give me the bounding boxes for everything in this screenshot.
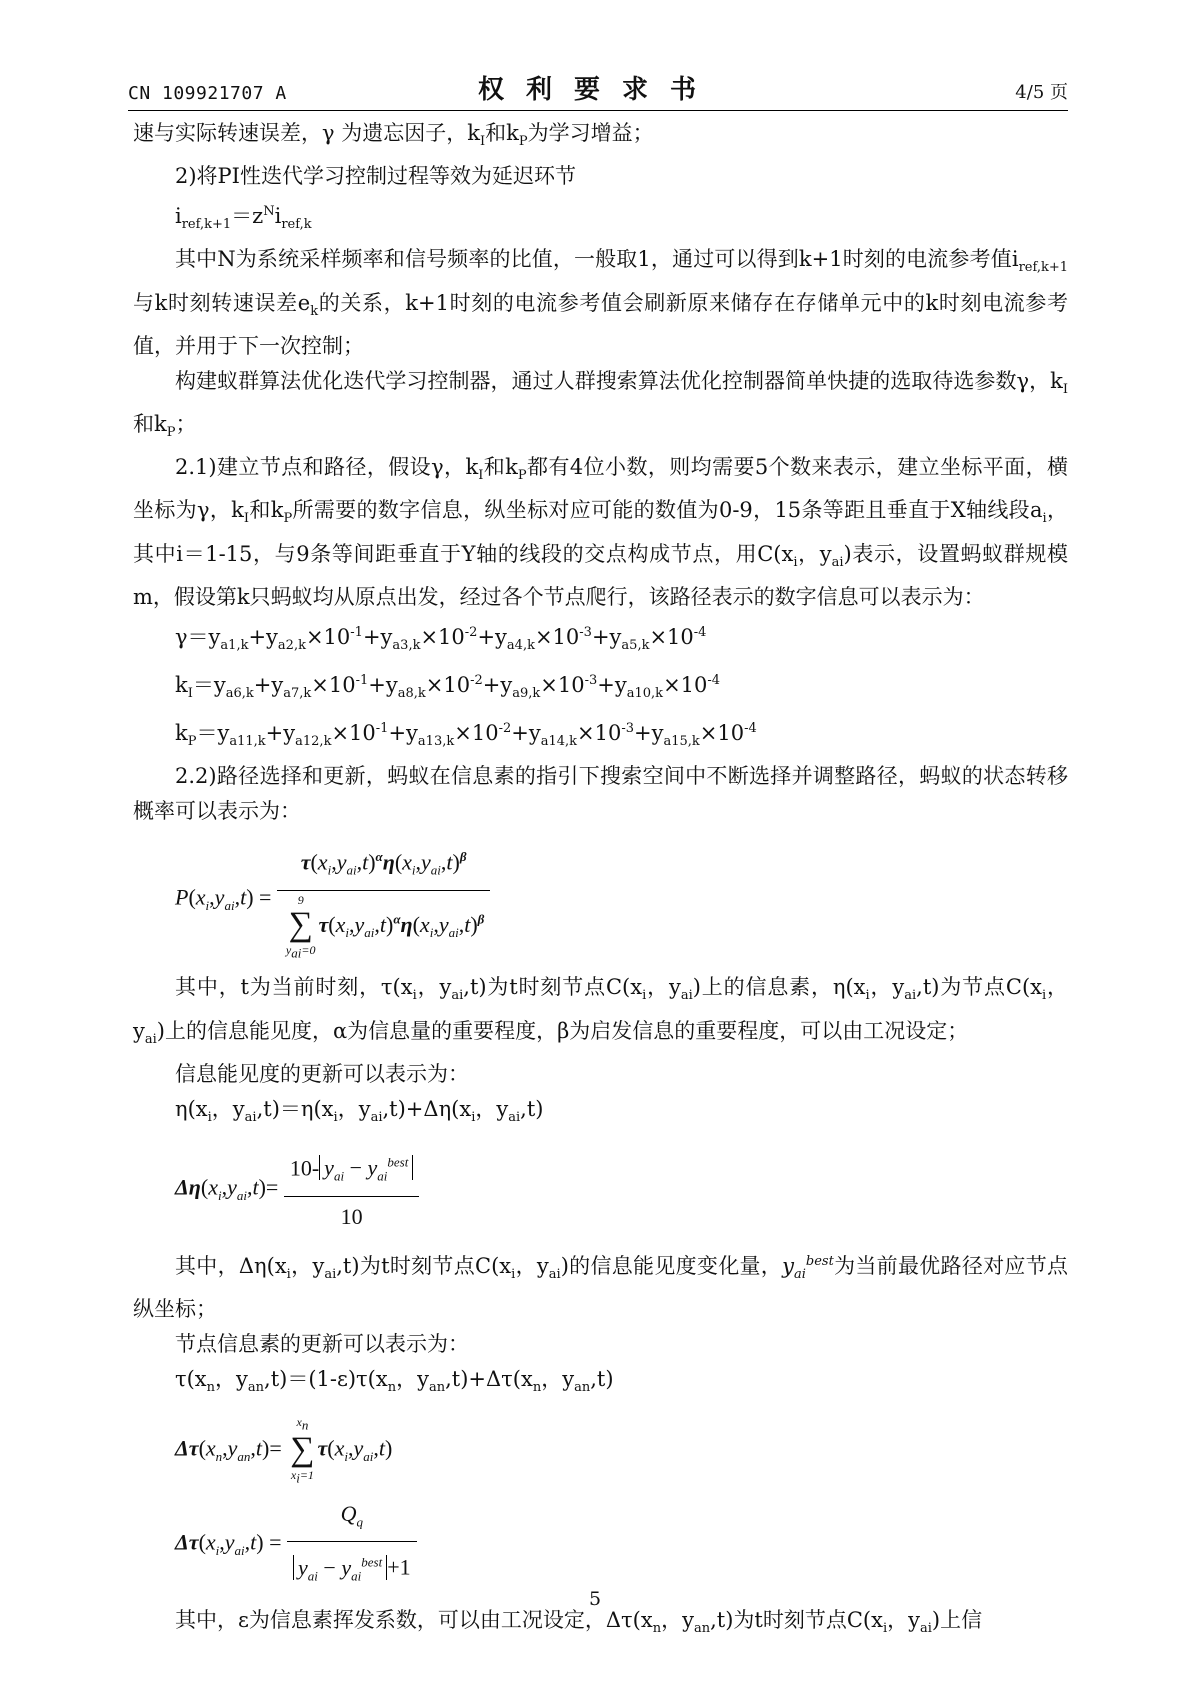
delta-eta-formula: $\Delta\eta(x_i,y_{ai},t)=$ $\frac{10- y_{ai} - y_{ai}^{best}}{10}$ xyxy=(133,1145,1068,1234)
transition-probability-formula: $P(x_i,y_{ai},t)$ = $\tau(x_i,y_{ai},t)^\alpha\eta(x_i,y_{ai},t)^\beta$ 9 ∑ $y_{ai}=0$ $\tau(x_i,y_{ai},t)^\alpha\eta(x_i,y_{ai},t)^\beta$ xyxy=(133,839,1068,960)
paragraph-2-1: 2.1)建立节点和路径，假设γ，$k_I$和$k_P$都有4位小数，则均需要5个数来表示，建立坐标平面，横坐标为γ，$k_I$和$k_P$所需要的数字信息，纵坐标对应可能的数值为0-9，15条等距且垂直于X轴线段$a_i$，其中i＝1-15，与9条等间距垂直于Y轴的线段的交点构成节点，用$C(x_i$，$y_{ai}$)表示，设置蚂蚁群规模m，假设第k只蚂蚁均从原点出发，经过各个节点爬行，该路径表示的数字信息可以表示为： xyxy=(133,455,1069,609)
delay-equation: $i_{ref,k+1}=z^Ni_{ref,k}$ xyxy=(175,204,312,233)
visibility-update-heading: 信息能见度的更新可以表示为： xyxy=(175,1061,469,1086)
document-title: 权利要求书 xyxy=(477,75,718,105)
delta-tau-sum-formula: $\Delta\tau(x_n,y_{an},t)=$ $x_n$ ∑ $x_i=1$ $\tau(x_i,y_{ai},t)$ xyxy=(175,1415,393,1486)
paragraph-n-ratio: 其中N为系统采样频率和信号频率的比值，一般取1，通过可以得到k+1时刻的电流参考值$i_{ref,k+1}$与k时刻转速误差$e_k$的关系，k+1时刻的电流参考值会刷新原来储存在存储单元中的k时刻电流参考值，并用于下一次控制； xyxy=(133,247,1069,358)
step-2-heading: 2)将PI性迭代学习控制过程等效为延迟环节 xyxy=(175,164,576,189)
ki-equation: $k_I=y_{a6,k}+y_{a7,k}\times 10^{-1}+y_{a8,k}\times 10^{-2}+y_{a9,k}\times 10^{-3}+y_{a10,k}\times 10^{-4}$ xyxy=(175,672,721,702)
paragraph-2-2: 2.2)路径选择和更新，蚂蚁在信息素的指引下搜索空间中不断选择并调整路径，蚂蚁的状态转移概率可以表示为： xyxy=(133,764,1068,824)
pheromone-update-heading: 节点信息素的更新可以表示为： xyxy=(175,1331,469,1356)
claims-body xyxy=(133,116,1068,1646)
gamma-equation: $\gamma=y_{a1,k}+y_{a2,k}\times 10^{-1}+y_{a3,k}\times 10^{-2}+y_{a4,k}\times 10^{-3}+y_{a5,k}\times 10^{-4}$ xyxy=(175,624,707,653)
page-indicator: 4/5 页 xyxy=(1015,82,1068,103)
paragraph-ant-colony: 构建蚁群算法优化迭代学习控制器，通过人群搜索算法优化控制器简单快捷的选取待选参数γ，$k_I$和$k_P$； xyxy=(133,368,1068,441)
tau-update-equation: $\tau(x_n$，$y_{an},t)=(1-\varepsilon)\tau(x_n$，$y_{an},t)+\Delta\tau(x_n$，$y_{an},t$) xyxy=(175,1366,614,1396)
document-number: CN 109921707 A xyxy=(128,83,287,104)
paragraph-1: 速与实际转速误差，γ 为遗忘因子，$k_I$和$k_P$为学习增益； xyxy=(133,121,654,150)
paragraph-delta-eta: 其中，$\Delta\eta(x_i$，$y_{ai},t$)为t时刻节点$C(x_i$，$y_{ai}$)的信息能见度变化量，$y_{ai}^{best}$为当前最优路径对应节点纵坐标； xyxy=(133,1253,1069,1321)
header-rule xyxy=(128,110,1068,111)
paragraph-symbols: 其中，t为当前时刻，$\tau(x_i$，$y_{ai},t$)为t时刻节点$C(x_i$，$y_{ai}$)上的信息素，$\eta(x_i$，$y_{ai},t$)为节点$C(x_i$，$y_{ai}$)上的信息能见度，α为信息量的重要程度，β为启发信息的重要程度，可以由工况设定； xyxy=(133,975,1069,1047)
kp-equation: $k_P=y_{a11,k}+y_{a12,k}\times 10^{-1}+y_{a13,k}\times 10^{-2}+y_{a14,k}\times 10^{-3}+y_{a15,k}\times 10^{-4}$ xyxy=(175,721,757,750)
page-number: 5 xyxy=(588,1588,602,1610)
delta-tau-q-formula: $\Delta\tau(x_i,y_{ai},t)$ = $\frac{Q_q}{y_{ai} - y_{ai}^{best} +1}$ xyxy=(133,1496,1068,1593)
page-header xyxy=(128,70,1068,110)
paragraph-epsilon: 其中，ε为信息素挥发系数，可以由工况设定，$\Delta\tau(x_n$，$y_{an},t$)为t时刻节点$C(x_i$，$y_{ai}$)上信 xyxy=(175,1607,983,1637)
eta-update-equation: $\eta(x_i$，$y_{ai},t)=\eta(x_i$，$y_{ai},t)+\Delta\eta(x_i$，$y_{ai},t$) xyxy=(175,1096,544,1125)
